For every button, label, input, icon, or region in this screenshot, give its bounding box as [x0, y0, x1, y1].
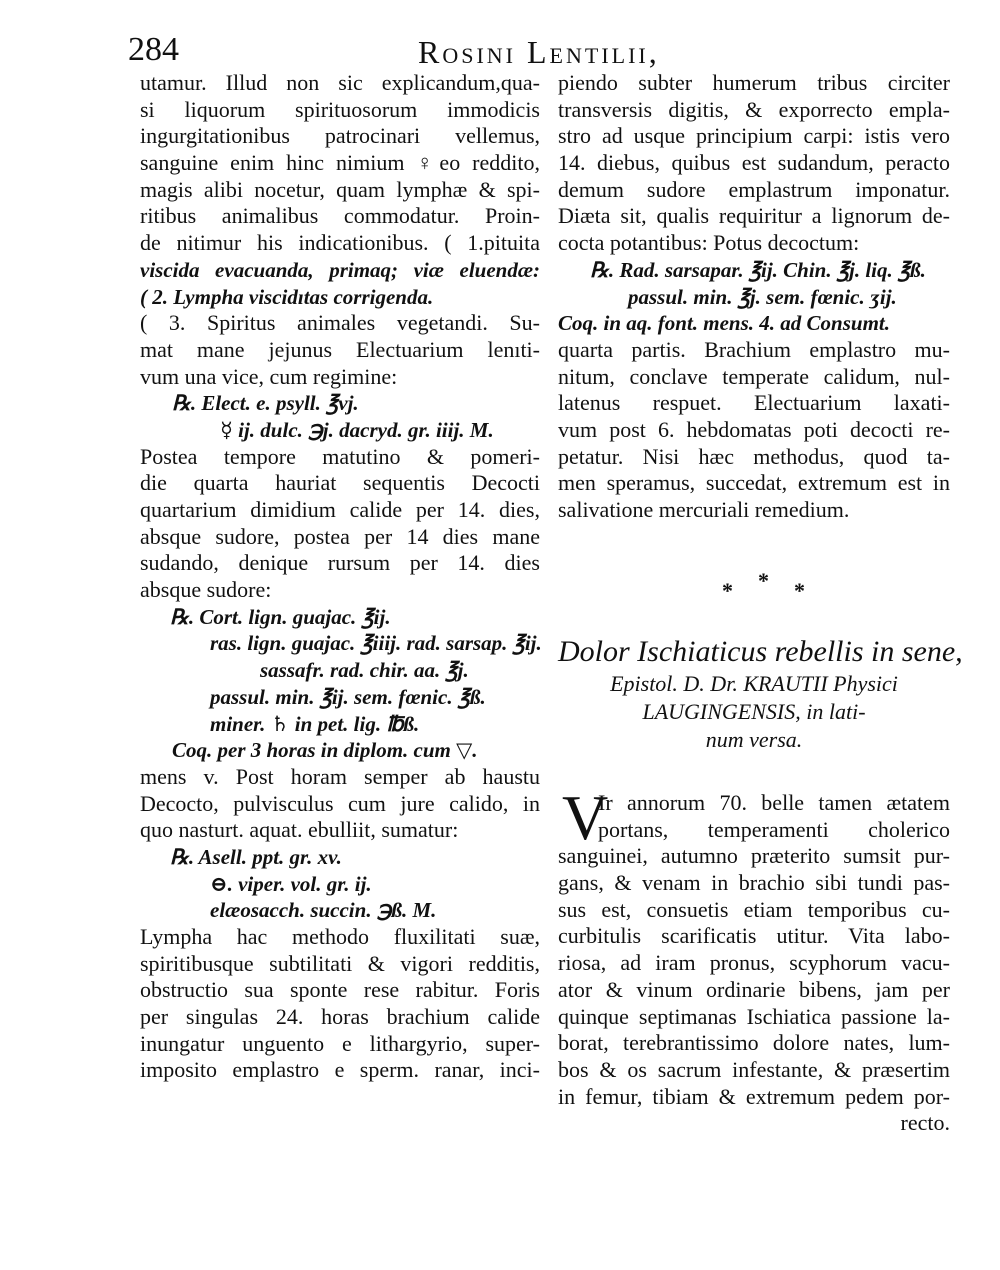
heading-line: LAUGINGENSIS, in lati- — [642, 699, 866, 724]
text-line: quartarium dimidium calide per 14. dies, — [140, 497, 540, 522]
text-line: quarta partis. Brachium emplastro mu- — [558, 336, 950, 362]
heading-title: Dolor Ischiaticus rebellis in sene, — [558, 635, 963, 668]
text-line: portans, temperamenti cholerico — [598, 816, 950, 842]
text-line: curbitulis scarificatis utitur. Vita labo- — [558, 923, 950, 949]
text-line: vum post 6. hebdomatas poti decocti re- — [558, 416, 950, 442]
recipe-line: ras. lign. guajac. ℥iiij. rad. sarsap. ℥ij. — [210, 631, 542, 656]
text-line: mens v. Post horam semper ab haustu — [140, 763, 540, 789]
indication-line: viscida evacuanda, primaq; viæ eluendæ: — [140, 257, 540, 282]
indication-line: ( 2. Lympha viscidıtas corrigenda. — [140, 284, 434, 309]
text-line: salivatione mercuriali remedium. — [558, 497, 850, 522]
text-line: obstructio sua sponte rese rabitur. Foris — [140, 977, 540, 1003]
asterisk: * — [722, 578, 733, 603]
text-line: imposito emplastro e sperm. ranar, inci- — [140, 1057, 540, 1083]
drop-cap: V — [562, 782, 609, 853]
left-column — [140, 70, 540, 1084]
text-line: stro ad usque principium carpi: istis vero — [558, 123, 950, 149]
text-line: sanguinei, autumno præterito sumsit pur- — [558, 843, 950, 869]
text-line: Decocto, pulvisculus cum jure calido, in — [140, 790, 540, 816]
recipe-line: sassafr. rad. chir. aa. ℥j. — [260, 658, 469, 683]
text-line: ritibus animalibus commodatur. Proin- — [140, 203, 540, 229]
text-line: ingurgitationibus patrocinari vellemus, — [140, 123, 540, 149]
recipe-line: ℞. Cort. lign. guajac. ℥ij. — [170, 604, 391, 629]
recipe-line: miner. ♄ in pet. lig. ℔ß. — [210, 711, 420, 736]
text-line: absque sudore, postea per 14 dies mane — [140, 523, 540, 549]
text-line: sudando, denique rursum per 14. dies — [140, 550, 540, 576]
text-line: Diæta sit, qualis requiritur a lignorum de- — [558, 203, 950, 229]
asterisk: * — [758, 568, 769, 593]
recipe-line: ⊖. viper. vol. gr. ij. — [210, 871, 372, 896]
text-line: vum una vice, cum regimine: — [140, 363, 398, 389]
text-line: sus est, consuetis etiam temporibus cu- — [558, 896, 950, 922]
text-line: Lympha hac methodo fluxilitati suæ, — [140, 924, 540, 949]
recipe-line: Coq. in aq. font. mens. 4. ad Consumt. — [558, 311, 890, 336]
recipe-line: ☿ ij. dulc. ℈j. dacryd. gr. iiij. M. — [220, 417, 494, 442]
asterism — [700, 566, 830, 606]
heading-line: num versa. — [705, 727, 803, 752]
recipe-line: elæosacch. succin. ℈ß. M. — [210, 898, 437, 923]
asterisk: * — [794, 578, 805, 603]
text-line: piendo subter humerum tribus circiter — [558, 70, 950, 95]
text-line: nitum, conclave temperate calidum, nul- — [558, 363, 950, 389]
text-line: quinque septimanas Ischiatica passione la- — [558, 1003, 950, 1029]
text-line: die quarta hauriat sequentis Decocti — [140, 470, 540, 496]
text-line: sanguine enim hinc nimium ♀eo reddito, — [140, 150, 540, 176]
text-line: demum sudore emplastrum imponatur. — [558, 176, 950, 202]
text-line: ator & vinum ordinarie bibens, jam per — [558, 976, 950, 1002]
case-paragraph — [558, 790, 950, 1137]
page-number: 284 — [128, 31, 179, 68]
text-line: riosa, ad iram pronus, scyphorum vacu- — [558, 950, 950, 976]
text-line: quo nasturt. aquat. ebulliit, sumatur: — [140, 817, 459, 843]
text-line: absque sudore: — [140, 577, 272, 603]
recipe-line: ℞. Rad. sarsapar. ℥ij. Chin. ℥j. liq. ℥ß. — [590, 257, 926, 282]
recipe-line: ℞. Elect. e. psyll. ℥vj. — [172, 391, 359, 416]
text-line: de nitimur his indicationibus. ( 1.pituita — [140, 230, 540, 256]
recipe-line: passul. min. ℥ij. sem. fœnic. ℥ß. — [210, 684, 486, 709]
text-line: 14. diebus, quibus est sudandum, peracto — [558, 150, 950, 176]
text-line: men speramus, succedat, extremum est in — [558, 470, 950, 496]
text-line: gans, & venam in brachio sibi tundi pas- — [558, 870, 950, 896]
text-line: in femur, tibiam & extremum pedem por- — [558, 1083, 950, 1109]
text-line: per singulas 24. horas brachium calide — [140, 1004, 540, 1030]
text-line: inungatur unguento e lithargyrio, super- — [140, 1030, 540, 1056]
text-line: magis alibi nocetur, quam lymphæ & spi- — [140, 176, 540, 202]
text-line: Postea tempore matutino & pomeri- — [140, 443, 540, 469]
text-line: transversis digitis, & exporrecto empla- — [558, 96, 950, 122]
text-line: mat mane jejunus Electuarium lenıti- — [140, 336, 540, 362]
text-line: latenus respuet. Electuarium laxati- — [558, 390, 950, 416]
section-heading — [558, 634, 963, 754]
text-line: Ir annorum 70. belle tamen ætatem — [598, 790, 950, 815]
text-line: recto. — [900, 1110, 950, 1136]
heading-line: Epistol. D. Dr. KRAUTII Physici — [610, 671, 898, 696]
text-line: bos & os sacrum infestante, & præsertim — [558, 1056, 950, 1082]
right-column — [558, 70, 950, 524]
recipe-line: passul. min. ℥j. sem. fœnic. ʒij. — [628, 284, 897, 309]
recipe-line: Coq. per 3 horas in diplom. cum ▽. — [172, 738, 478, 763]
text-line: cocta potantibus: Potus decoctum: — [558, 230, 860, 256]
text-line: borat, terebrantissimo dolore nates, lum- — [558, 1030, 950, 1056]
text-line: utamur. Illud non sic explicandum,qua- — [140, 70, 540, 95]
recipe-line: ℞. Asell. ppt. gr. xv. — [170, 844, 342, 869]
text-line: petatur. Nisi hæc methodus, quod ta- — [558, 443, 950, 469]
text-line: spiritibusque subtilitati & vigori redditis, — [140, 950, 540, 976]
indication-line: ( 3. Spiritus animales vegetandi. Su- — [140, 310, 540, 336]
running-head — [128, 28, 948, 72]
text-line: si liquorum spirituosorum immodicis — [140, 96, 540, 122]
running-title: Rosini Lentilii, — [418, 34, 660, 70]
